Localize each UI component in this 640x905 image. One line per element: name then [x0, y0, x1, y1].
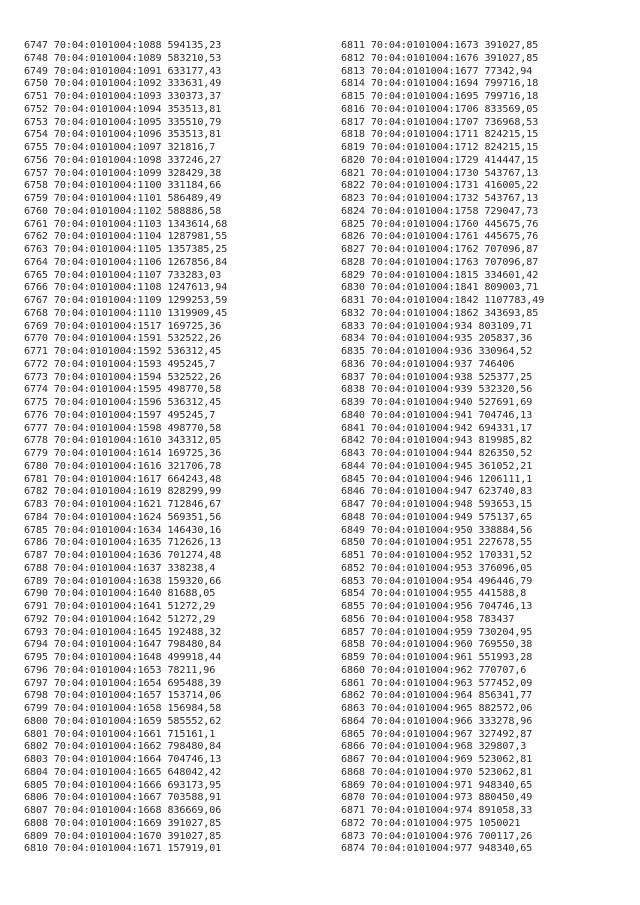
record-row: 6861 70:04:0101004:963 577452,09 — [341, 677, 533, 689]
record-row: 6838 70:04:0101004:939 532320,56 — [341, 384, 533, 396]
record-row: 6865 70:04:0101004:967 327492,87 — [341, 728, 533, 740]
record-row: 6777 70:04:0101004:1598 498770,58 — [24, 422, 222, 434]
record-row: 6847 70:04:0101004:948 593653,15 — [341, 499, 533, 510]
record-row: 6766 70:04:0101004:1108 1247613,94 — [24, 282, 228, 294]
record-row: 6809 70:04:0101004:1670 391027,85 — [24, 830, 222, 842]
record-row: 6781 70:04:0101004:1617 664243,48 — [24, 473, 222, 485]
record-row: 6848 70:04:0101004:949 575137,65 — [341, 511, 533, 523]
record-row: 6761 70:04:0101004:1103 1343614,68 — [24, 218, 228, 230]
record-row: 6795 70:04:0101004:1648 499918,44 — [24, 652, 222, 663]
record-row: 6769 70:04:0101004:1517 169725,36 — [24, 320, 222, 332]
record-row: 6852 70:04:0101004:953 376096,05 — [341, 562, 533, 574]
record-row: 6817 70:04:0101004:1707 736968,53 — [341, 116, 539, 128]
record-row: 6801 70:04:0101004:1661 715161,1 — [24, 728, 216, 740]
record-row: 6814 70:04:0101004:1694 799716,18 — [341, 78, 539, 90]
record-row: 6856 70:04:0101004:958 783437 — [341, 613, 515, 625]
record-row: 6780 70:04:0101004:1616 321706,78 — [24, 460, 222, 472]
record-row: 6860 70:04:0101004:962 770707,6 — [341, 664, 527, 676]
record-row: 6816 70:04:0101004:1706 833569,05 — [341, 103, 539, 115]
record-row: 6793 70:04:0101004:1645 192488,32 — [24, 626, 222, 638]
record-row: 6857 70:04:0101004:959 730204,95 — [341, 626, 533, 638]
record-row: 6840 70:04:0101004:941 704746,13 — [341, 409, 533, 421]
record-row: 6807 70:04:0101004:1668 836669,06 — [24, 805, 222, 816]
record-row: 6770 70:04:0101004:1591 532522,26 — [24, 333, 222, 345]
record-row: 6772 70:04:0101004:1593 495245,7 — [24, 358, 216, 370]
record-row: 6755 70:04:0101004:1097 321816,7 — [24, 142, 216, 153]
record-row: 6799 70:04:0101004:1658 156984,58 — [24, 703, 222, 714]
record-row: 6792 70:04:0101004:1642 51272,29 — [24, 613, 216, 625]
record-row: 6779 70:04:0101004:1614 169725,36 — [24, 448, 222, 459]
record-row: 6757 70:04:0101004:1099 328429,38 — [24, 167, 222, 179]
record-row: 6837 70:04:0101004:938 525377,25 — [341, 371, 533, 383]
record-row: 6855 70:04:0101004:956 704746,13 — [341, 601, 533, 612]
record-row: 6833 70:04:0101004:934 803109,71 — [341, 320, 533, 332]
record-row: 6815 70:04:0101004:1695 799716,18 — [341, 91, 539, 102]
record-row: 6829 70:04:0101004:1815 334601,42 — [341, 269, 539, 281]
record-row: 6756 70:04:0101004:1098 337246,27 — [24, 154, 222, 166]
record-row: 6773 70:04:0101004:1594 532522,26 — [24, 371, 222, 383]
right-record-column — [341, 40, 544, 856]
record-row: 6811 70:04:0101004:1673 391027,85 — [341, 40, 539, 51]
record-row: 6820 70:04:0101004:1729 414447,15 — [341, 154, 539, 166]
record-row: 6812 70:04:0101004:1676 391027,85 — [341, 52, 539, 64]
record-row: 6826 70:04:0101004:1761 445675,76 — [341, 231, 539, 243]
record-row: 6791 70:04:0101004:1641 51272,29 — [24, 601, 216, 612]
record-row: 6821 70:04:0101004:1730 543767,13 — [341, 167, 539, 179]
record-row: 6836 70:04:0101004:937 746406 — [341, 358, 515, 370]
record-row: 6767 70:04:0101004:1109 1299253,59 — [24, 295, 228, 306]
record-row: 6862 70:04:0101004:964 856341,77 — [341, 690, 533, 702]
record-row: 6749 70:04:0101004:1091 633177,43 — [24, 65, 222, 77]
record-row: 6824 70:04:0101004:1758 729047,73 — [341, 205, 539, 217]
record-row: 6845 70:04:0101004:946 1206111,1 — [341, 473, 533, 485]
record-row: 6774 70:04:0101004:1595 498770,58 — [24, 384, 222, 396]
record-row: 6871 70:04:0101004:974 891058,33 — [341, 805, 533, 816]
record-row: 6828 70:04:0101004:1763 707096,87 — [341, 256, 539, 268]
record-row: 6787 70:04:0101004:1636 701274,48 — [24, 550, 222, 561]
record-row: 6752 70:04:0101004:1094 353513,81 — [24, 103, 222, 115]
record-row: 6810 70:04:0101004:1671 157919,01 — [24, 843, 222, 855]
record-row: 6825 70:04:0101004:1760 445675,76 — [341, 218, 539, 230]
record-row: 6768 70:04:0101004:1110 1319909,45 — [24, 307, 228, 319]
record-row: 6765 70:04:0101004:1107 733283,03 — [24, 269, 222, 281]
record-row: 6800 70:04:0101004:1659 585552,62 — [24, 715, 222, 727]
record-row: 6853 70:04:0101004:954 496446,79 — [341, 575, 533, 587]
record-row: 6797 70:04:0101004:1654 695488,39 — [24, 677, 222, 689]
record-row: 6753 70:04:0101004:1095 335510,79 — [24, 116, 222, 128]
record-row: 6869 70:04:0101004:971 948340,65 — [341, 779, 533, 791]
record-row: 6843 70:04:0101004:944 826350,52 — [341, 448, 533, 459]
record-row: 6839 70:04:0101004:940 527691,69 — [341, 397, 533, 408]
record-row: 6804 70:04:0101004:1665 648042,42 — [24, 766, 222, 778]
record-row: 6858 70:04:0101004:960 769550,38 — [341, 639, 533, 651]
record-row: 6802 70:04:0101004:1662 798480,84 — [24, 741, 222, 753]
record-row: 6785 70:04:0101004:1634 146430,16 — [24, 524, 222, 536]
record-row: 6868 70:04:0101004:970 523062,81 — [341, 766, 533, 778]
record-row: 6782 70:04:0101004:1619 828299,99 — [24, 486, 222, 498]
record-row: 6806 70:04:0101004:1667 703588,91 — [24, 792, 222, 804]
record-row: 6796 70:04:0101004:1653 78211,96 — [24, 664, 216, 676]
record-row: 6759 70:04:0101004:1101 586489,49 — [24, 193, 222, 204]
record-row: 6844 70:04:0101004:945 361052,21 — [341, 460, 533, 472]
record-row: 6760 70:04:0101004:1102 588886,58 — [24, 205, 222, 217]
record-row: 6831 70:04:0101004:1842 1107783,49 — [341, 295, 545, 306]
record-row: 6866 70:04:0101004:968 329807,3 — [341, 741, 527, 753]
record-row: 6751 70:04:0101004:1093 330373,37 — [24, 91, 222, 102]
record-row: 6813 70:04:0101004:1677 77342,94 — [341, 65, 533, 77]
record-row: 6859 70:04:0101004:961 551993,28 — [341, 652, 533, 663]
record-row: 6803 70:04:0101004:1664 704746,13 — [24, 754, 222, 765]
record-row: 6771 70:04:0101004:1592 536312,45 — [24, 346, 222, 357]
record-row: 6748 70:04:0101004:1089 583210,53 — [24, 52, 222, 64]
record-row: 6790 70:04:0101004:1640 81688,05 — [24, 588, 216, 600]
record-row: 6750 70:04:0101004:1092 333631,49 — [24, 78, 222, 90]
record-row: 6798 70:04:0101004:1657 153714,06 — [24, 690, 222, 702]
record-row: 6784 70:04:0101004:1624 569351,56 — [24, 511, 222, 523]
record-row: 6867 70:04:0101004:969 523062,81 — [341, 754, 533, 765]
record-row: 6762 70:04:0101004:1104 1287981,55 — [24, 231, 228, 243]
record-row: 6778 70:04:0101004:1610 343312,05 — [24, 435, 222, 447]
record-row: 6830 70:04:0101004:1841 809003,71 — [341, 282, 539, 294]
record-row: 6808 70:04:0101004:1669 391027,85 — [24, 817, 222, 829]
record-row: 6835 70:04:0101004:936 330964,52 — [341, 346, 533, 357]
record-row: 6788 70:04:0101004:1637 338238,4 — [24, 562, 216, 574]
record-row: 6775 70:04:0101004:1596 536312,45 — [24, 397, 222, 408]
record-row: 6832 70:04:0101004:1862 343693,85 — [341, 307, 539, 319]
record-row: 6822 70:04:0101004:1731 416005,22 — [341, 180, 539, 192]
record-row: 6758 70:04:0101004:1100 331184,66 — [24, 180, 222, 192]
record-row: 6874 70:04:0101004:977 948340,65 — [341, 843, 533, 855]
record-row: 6849 70:04:0101004:950 338884,56 — [341, 524, 533, 536]
record-row: 6794 70:04:0101004:1647 798480,84 — [24, 639, 222, 651]
record-row: 6818 70:04:0101004:1711 824215,15 — [341, 129, 539, 141]
record-row: 6819 70:04:0101004:1712 824215,15 — [341, 142, 539, 153]
record-row: 6827 70:04:0101004:1762 707096,87 — [341, 244, 539, 255]
record-row: 6846 70:04:0101004:947 623740,83 — [341, 486, 533, 498]
record-row: 6851 70:04:0101004:952 170331,52 — [341, 550, 533, 561]
record-row: 6841 70:04:0101004:942 694331,17 — [341, 422, 533, 434]
record-row: 6873 70:04:0101004:976 700117,26 — [341, 830, 533, 842]
record-row: 6870 70:04:0101004:973 880450,49 — [341, 792, 533, 804]
record-row: 6863 70:04:0101004:965 882572,06 — [341, 703, 533, 714]
record-row: 6834 70:04:0101004:935 205837,36 — [341, 333, 533, 345]
record-row: 6864 70:04:0101004:966 333278,96 — [341, 715, 533, 727]
record-row: 6786 70:04:0101004:1635 712626,13 — [24, 537, 222, 549]
record-row: 6764 70:04:0101004:1106 1267856,84 — [24, 256, 228, 268]
record-row: 6789 70:04:0101004:1638 159320,66 — [24, 575, 222, 587]
left-record-column — [24, 40, 227, 856]
record-row: 6754 70:04:0101004:1096 353513,81 — [24, 129, 222, 141]
record-row: 6763 70:04:0101004:1105 1357385,25 — [24, 244, 228, 255]
record-row: 6783 70:04:0101004:1621 712846,67 — [24, 499, 222, 510]
record-row: 6850 70:04:0101004:951 227678,55 — [341, 537, 533, 549]
record-row: 6776 70:04:0101004:1597 495245,7 — [24, 409, 216, 421]
record-row: 6805 70:04:0101004:1666 693173,95 — [24, 779, 222, 791]
record-row: 6747 70:04:0101004:1088 594135,23 — [24, 40, 222, 51]
record-row: 6854 70:04:0101004:955 441588,8 — [341, 588, 527, 600]
record-row: 6842 70:04:0101004:943 819985,82 — [341, 435, 533, 447]
record-row: 6872 70:04:0101004:975 1050021 — [341, 817, 521, 829]
record-row: 6823 70:04:0101004:1732 543767,13 — [341, 193, 539, 204]
